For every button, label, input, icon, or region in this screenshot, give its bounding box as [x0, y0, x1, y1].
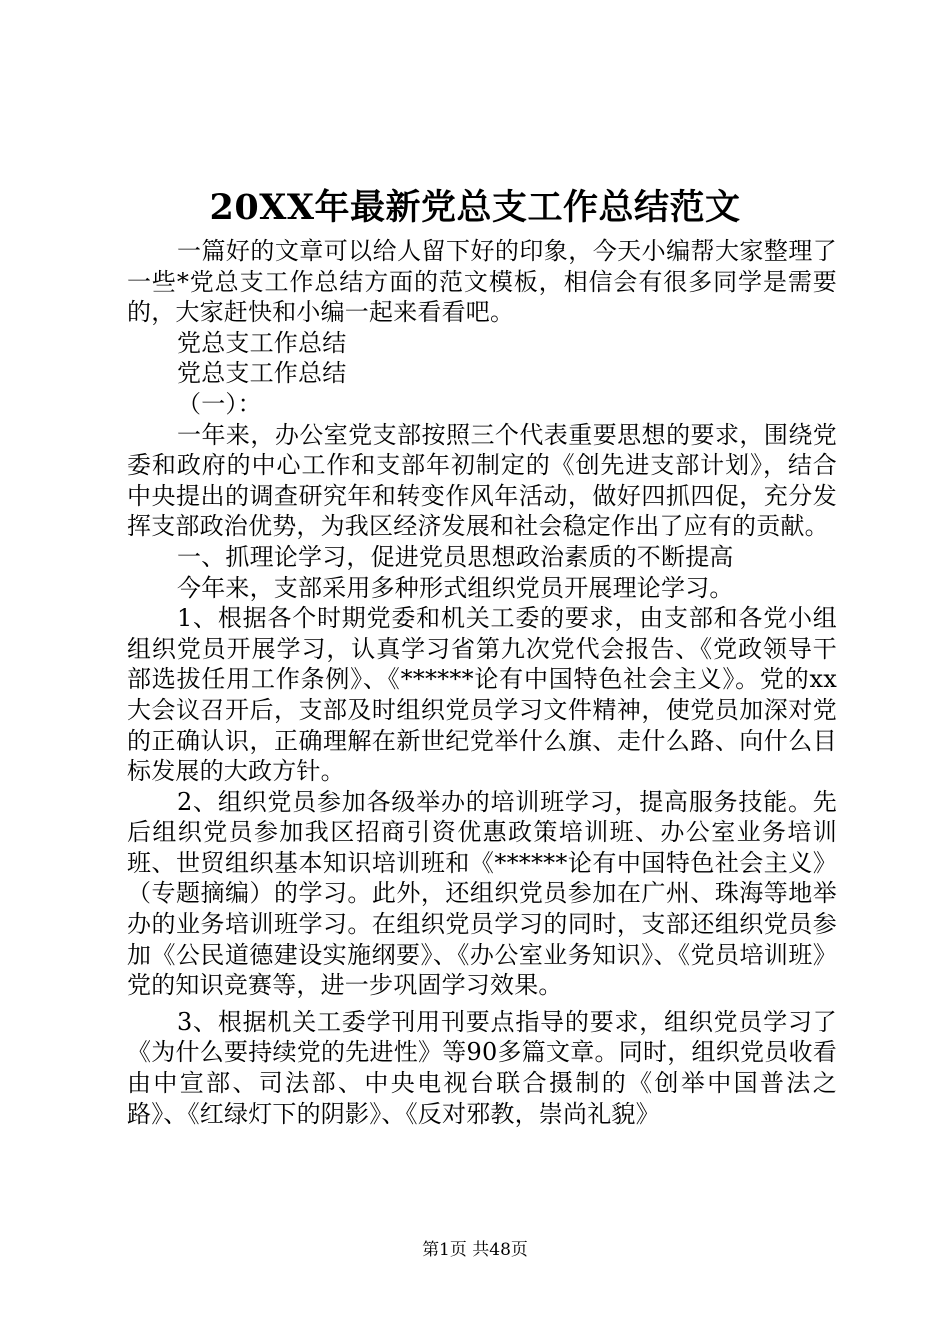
section-number: （一）：: [177, 389, 262, 418]
subsection-heading: 一、抓理论学习，促进党员思想政治素质的不断提高: [177, 542, 734, 571]
section-heading: 党总支工作总结: [177, 359, 347, 388]
page-number: 第1页 共48页: [422, 1240, 528, 1260]
section-heading: 党总支工作总结: [177, 328, 347, 357]
body-paragraph: 今年来，支部采用多种形式组织党员开展理论学习。: [177, 573, 734, 602]
intro-paragraph: 一篇好的文章可以给人留下好的印象，今天小编帮大家整理了一些*党总支工作总结方面的范文模板，相信会有很多同学是需要的，大家赶快和小编一起来看看吧。: [127, 237, 837, 327]
list-item: 1、根据各个时期党委和机关工委的要求，由支部和各党小组组织党员开展学习，认真学习省第九次党代会报告、《党政领导干部选拔任用工作条例》、《******论有中国特色社会主义》。党的xx大会议召开后，支部及时组织党员学习文件精神，使党员加深对党的正确认识，正确理解在新世纪党举什么旗、走什么路、向什么目标发展的大政方针。: [127, 604, 837, 786]
document-body: [127, 236, 837, 1129]
list-item: 2、组织党员参加各级举办的培训班学习，提高服务技能。先后组织党员参加我区招商引资优惠政策培训班、办公室业务培训班、世贸组织基本知识培训班和《******论有中国特色社会主义》（专题摘编）的学习。此外，还组织党员参加在广州、珠海等地举办的业务培训班学习。在组织党员学习的同时，支部还组织党员参加《公民道德建设实施纲要》、《办公室业务知识》、《党员培训班》党的知识竞赛等，进一步巩固学习效果。: [127, 787, 837, 1000]
body-paragraph: 一年来，办公室党支部按照三个代表重要思想的要求，围绕党委和政府的中心工作和支部年初制定的《创先进支部计划》，结合中央提出的调查研究年和转变作风年活动，做好四抓四促，充分发挥支部政治优势，为我区经济发展和社会稳定作出了应有的贡献。: [127, 420, 837, 541]
list-item: 3、根据机关工委学刊用刊要点指导的要求，组织党员学习了《为什么要持续党的先进性》等90多篇文章。同时，组织党员收看由中宣部、司法部、中央电视台联合摄制的《创举中国普法之路》、《红绿灯下的阴影》、《反对邪教，崇尚礼貌》: [127, 1007, 837, 1128]
page-title: 20XX年最新党总支工作总结范文: [209, 187, 741, 228]
